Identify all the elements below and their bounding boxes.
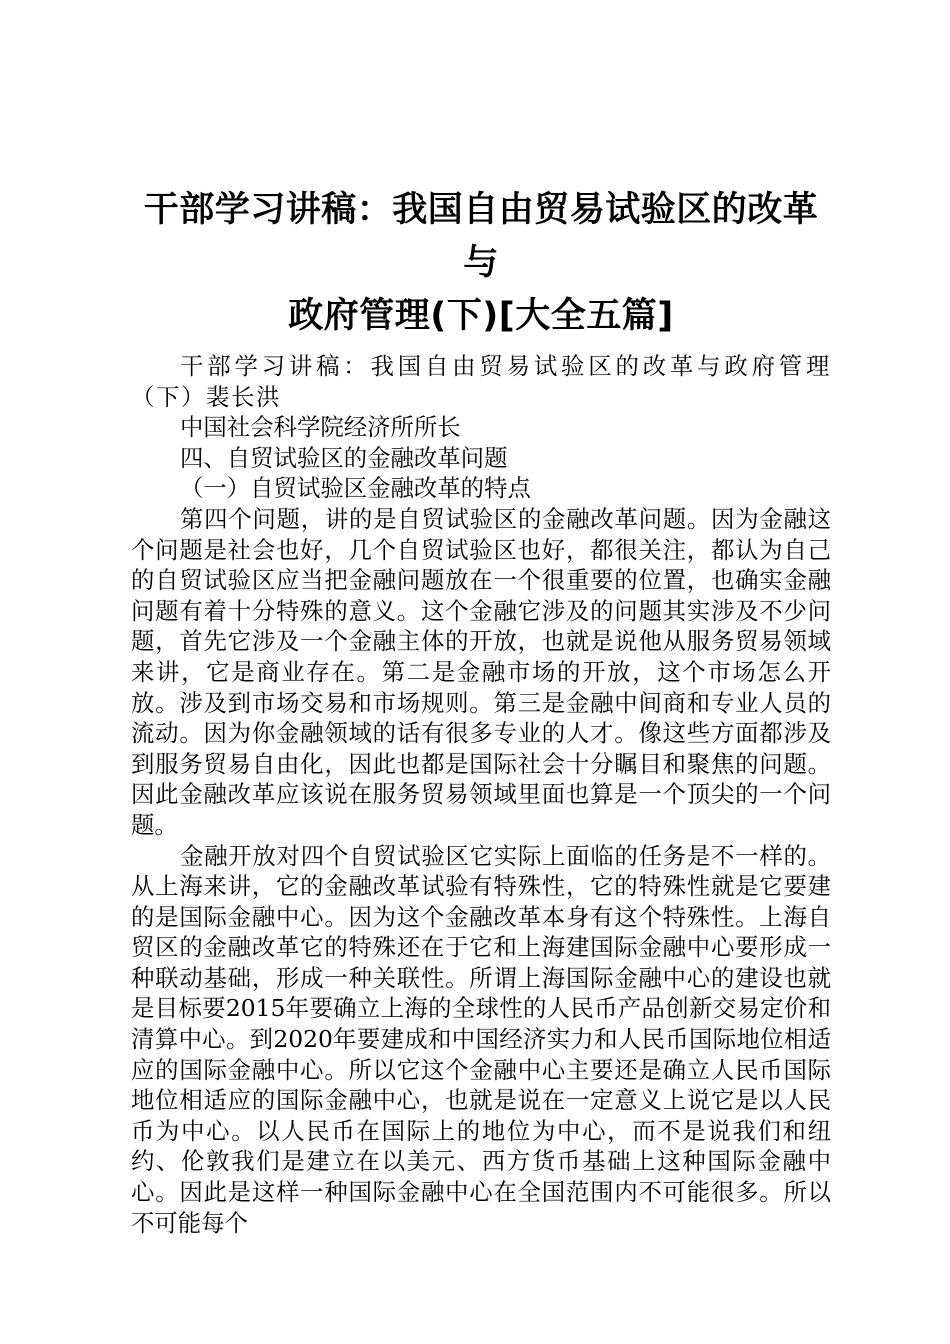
title-line-2: 政府管理(下)[大全五篇] bbox=[288, 296, 674, 336]
document-title bbox=[131, 184, 831, 343]
body-paragraph-1: 第四个问题，讲的是自贸试验区的金融改革问题。因为金融这个问题是社会也好，几个自贸试验区也好，都很关注，都认为自己的自贸试验区应当把金融问题放在一个很重要的位置，也确实金融问题有着十分特殊的意义。这个金融它涉及的问题其实涉及不少问题，首先它涉及一个金融主体的开放，也就是说他从服务贸易领域来讲，它是商业存在。第二是金融市场的开放，这个市场怎么开放。涉及到市场交易和市场规则。第三是金融中间商和专业人员的流动。因为你金融领域的话有很多专业的人才。像这些方面都涉及到服务贸易自由化，因此也都是国际社会十分瞩目和聚焦的问题。因此金融改革应该说在服务贸易领域里面也算是一个顶尖的一个问题。 bbox=[131, 504, 831, 839]
document-page bbox=[131, 184, 831, 1238]
subsection-heading: （一）自贸试验区金融改革的特点 bbox=[180, 474, 531, 503]
lecture-subtitle: 干部学习讲稿：我国自由贸易试验区的改革与政府管理（下）裴长洪 bbox=[131, 352, 831, 411]
title-line-1: 干部学习讲稿：我国自由贸易试验区的改革与 bbox=[143, 190, 819, 283]
author-affiliation: 中国社会科学院经济所所长 bbox=[180, 413, 461, 442]
section-heading: 四、自贸试验区的金融改革问题 bbox=[180, 443, 508, 472]
body-paragraph-2: 金融开放对四个自贸试验区它实际上面临的任务是不一样的。从上海来讲，它的金融改革试验有特殊性，它的特殊性就是它要建的是国际金融中心。因为这个金融改革本身有这个特殊性。上海自贸区的金融改革它的特殊还在于它和上海建国际金融中心要形成一种联动基础，形成一种关联性。所谓上海国际金融中心的建设也就是目标要2015年要确立上海的全球性的人民币产品创新交易定价和清算中心。到2020年要建成和中国经济实力和人民币国际地位相适应的国际金融中心。所以它这个金融中心主要还是确立人民币国际地位相适应的国际金融中心，也就是说在一定意义上说它是以人民币为中心。以人民币在国际上的地位为中心，而不是说我们和纽约、伦敦我们是建立在以美元、西方货币基础上这种国际金融中心。因此是这样一种国际金融中心在全国范围内不可能很多。所以不可能每个 bbox=[131, 841, 831, 1237]
